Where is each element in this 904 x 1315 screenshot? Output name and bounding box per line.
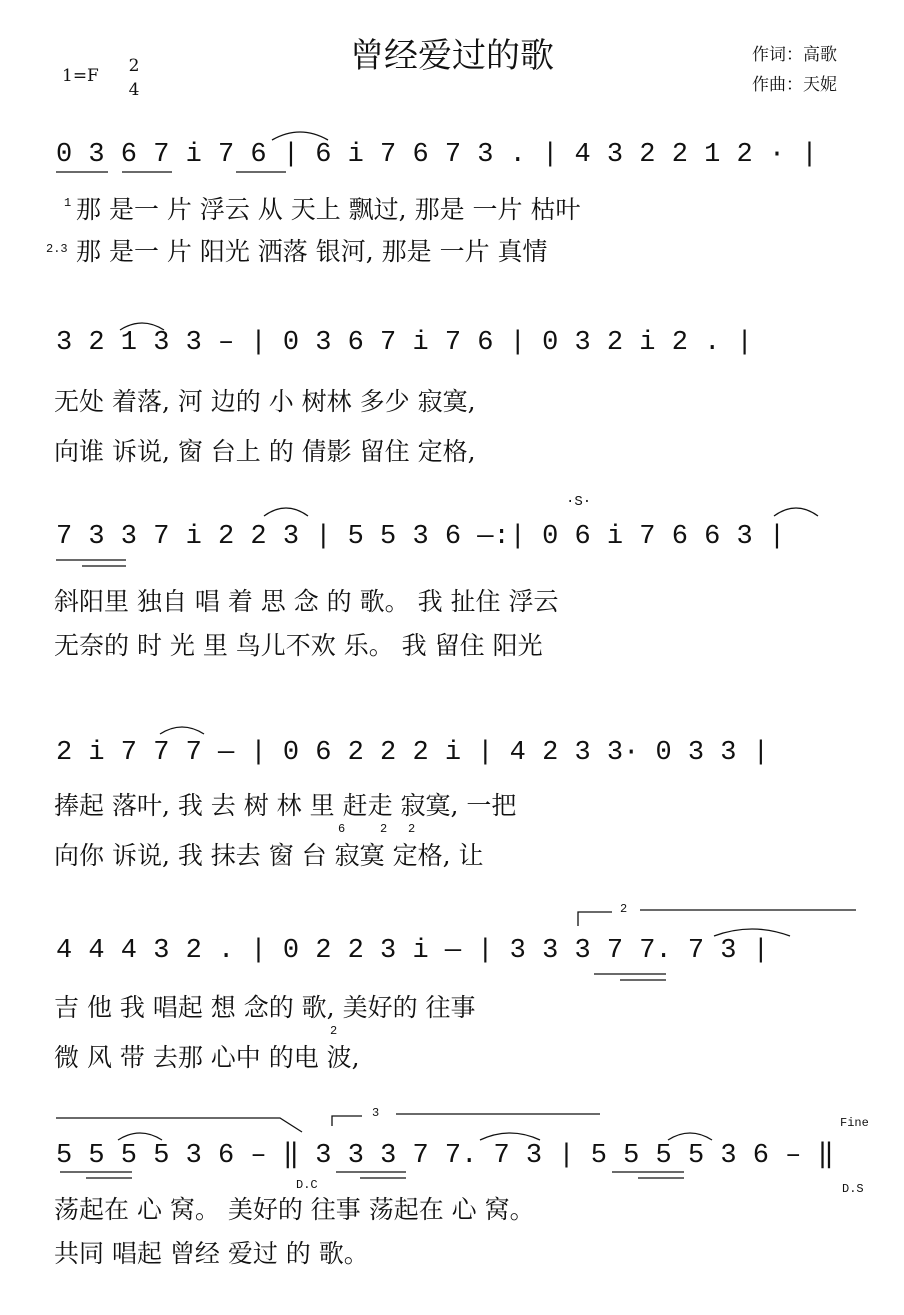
volta-number: 3 bbox=[372, 1106, 380, 1120]
lyric-line: 荡起在 心 窝。 美好的 往事 荡起在 心 窝。 bbox=[54, 1195, 535, 1224]
composer: 作曲：天妮 bbox=[752, 75, 837, 95]
lyricist: 作词：高歌 bbox=[752, 45, 837, 65]
lyric-line: 无处 着落, 河 边的 小 树林 多少 寂寞, bbox=[54, 387, 476, 416]
verse-number: 1 bbox=[64, 196, 72, 210]
lyric-line: 斜阳里 独自 唱 着 思 念 的 歌。 我 扯住 浮云 bbox=[54, 587, 559, 616]
slur bbox=[264, 508, 308, 516]
volta-number: 2 bbox=[620, 902, 628, 916]
segno-mark: ·S· bbox=[566, 494, 592, 510]
time-signature-top: 2 bbox=[128, 56, 140, 76]
slur bbox=[160, 727, 204, 734]
small-note-mark: 2 bbox=[408, 822, 416, 836]
small-note-mark: 2 bbox=[380, 822, 388, 836]
notation-row-3: 7 3 3 7 i 2 2 3 | 5 5 3 6 —:| 0 6 i 7 6 6 3 | bbox=[56, 522, 786, 552]
lyric-line: 向你 诉说, 我 抹去 窗 台 寂寞 定格, 让 bbox=[54, 841, 484, 870]
volta-bracket bbox=[578, 912, 612, 926]
song-title: 曾经爱过的歌 bbox=[350, 36, 554, 76]
lyric-line: 共同 唱起 曾经 爱过 的 歌。 bbox=[54, 1239, 369, 1268]
notation-row-1: 0 3 6 7 i 7 6 | 6 i 7 6 7 3 . | 4 3 2 2 1 2 · | bbox=[56, 140, 818, 170]
slur bbox=[272, 132, 328, 140]
volta-bracket bbox=[332, 1116, 362, 1126]
lyric-line: 向谁 诉说, 窗 台上 的 倩影 留住 定格, bbox=[54, 437, 476, 466]
lyric-line: 无奈的 时 光 里 鸟儿不欢 乐。 我 留住 阳光 bbox=[54, 631, 543, 660]
dc-mark: D.C bbox=[296, 1178, 318, 1192]
ds-mark: D.S bbox=[842, 1182, 864, 1196]
time-signature-bottom: 4 bbox=[128, 80, 140, 100]
lyric-line: 吉 他 我 唱起 想 念的 歌, 美好的 往事 bbox=[54, 993, 476, 1022]
lyric-line: 捧起 落叶, 我 去 树 林 里 赶走 寂寞, 一把 bbox=[54, 791, 517, 820]
volta-bracket bbox=[56, 1118, 302, 1132]
key-signature: 1=F bbox=[62, 66, 99, 86]
lyric-line: 那 是一 片 阳光 洒落 银河, 那是 一片 真情 bbox=[76, 237, 548, 266]
small-note-mark: 6 bbox=[338, 822, 346, 836]
verse-number: 2.3 bbox=[46, 242, 68, 256]
notation-row-2: 3 2 1 3 3 – | 0 3 6 7 i 7 6 | 0 3 2 i 2 . | bbox=[56, 328, 753, 358]
lyric-line: 微 风 带 去那 心中 的电 波, bbox=[54, 1043, 360, 1072]
notation-row-4: 2 i 7 7 7 — | 0 6 2 2 2 i | 4 2 3 3· 0 3 3 | bbox=[56, 738, 769, 768]
notation-row-5: 4 4 4 3 2 . | 0 2 2 3 i — | 3 3 3 7 7. 7 3 | bbox=[56, 936, 769, 966]
notation-row-6: 5 5 5 5 3 6 – ‖ 3 3 3 7 7. 7 3 | 5 5 5 5 3 6 – ‖ bbox=[56, 1141, 834, 1171]
fine-mark: Fine bbox=[840, 1116, 869, 1130]
small-note-mark: 2 bbox=[330, 1024, 338, 1038]
slur bbox=[714, 929, 790, 936]
lyric-line: 那 是一 片 浮云 从 天上 飘过, 那是 一片 枯叶 bbox=[76, 195, 581, 224]
slur bbox=[774, 508, 818, 516]
